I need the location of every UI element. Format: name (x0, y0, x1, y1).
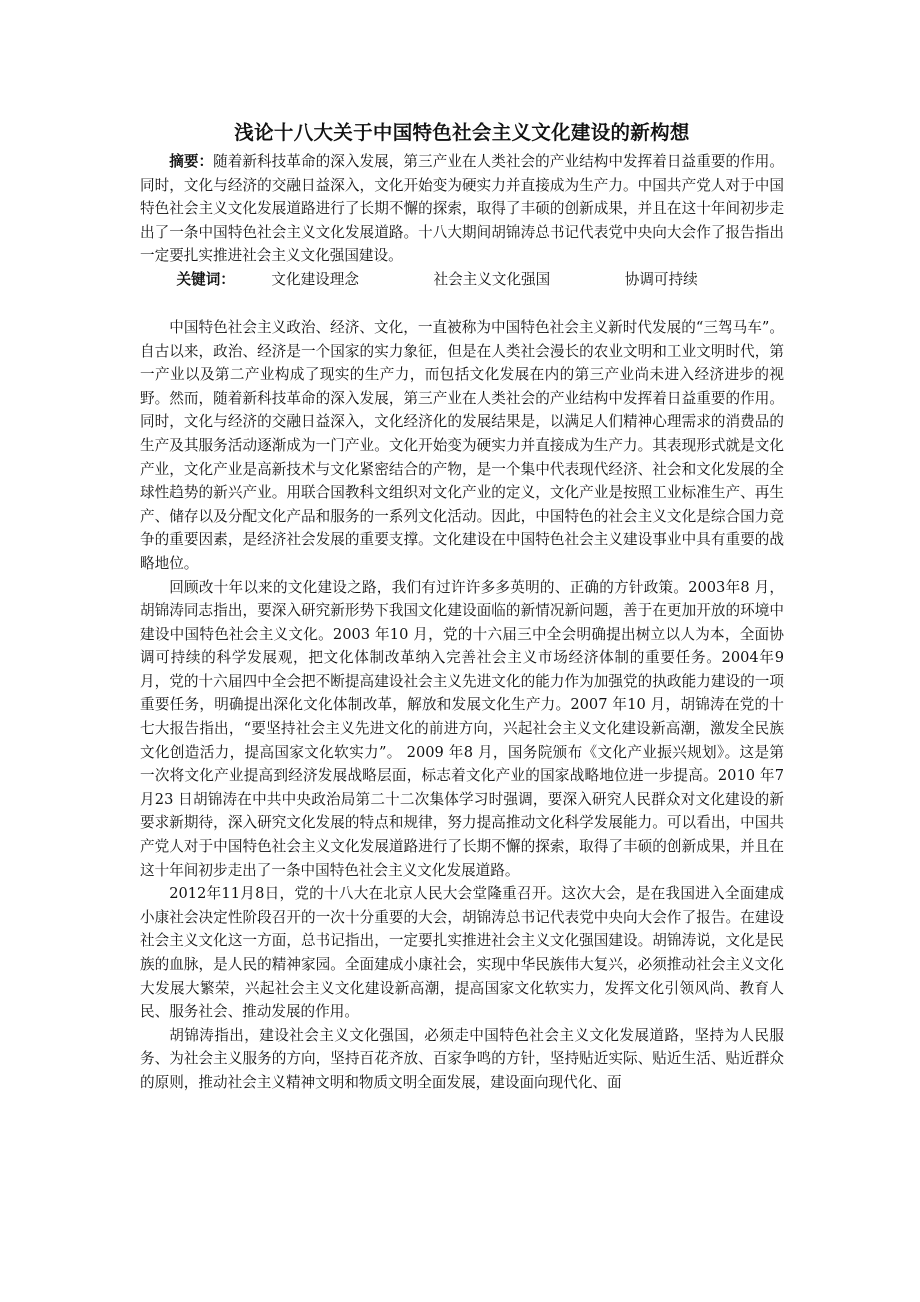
keyword-item: 协调可持续 (624, 270, 698, 288)
abstract-text: 随着新科技革命的深入发展，第三产业在人类社会的产业结构中发挥着日益重要的作用。同时，文化与经济的交融日益深入，文化开始变为硬实力并直接成为生产力。中国共产党人对于中国特色社会主义文化发展道路进行了长期不懈的探索，取得了丰硕的创新成果，并且在这十年间初步走出了一条中国特色社会主义文化发展道路。十八大期间胡锦涛总书记代表党中央向大会作了报告指出一定要扎实推进社会主义文化强国建设。 (140, 153, 784, 265)
keywords-label: 关键词： (176, 270, 235, 288)
abstract-label: 摘要： (169, 153, 214, 170)
document-page (140, 118, 784, 1095)
body-paragraph: 2012年11月8日，党的十八大在北京人民大会堂隆重召开。这次大会，是在我国进入全面建成小康社会决定性阶段召开的一次十分重要的大会，胡锦涛总书记代表党中央向大会作了报告。在建设社会主义文化这一方面，总书记指出，一定要扎实推进社会主义文化强国建设。胡锦涛说，文化是民族的血脉，是人民的精神家园。全面建成小康社会，实现中华民族伟大复兴，必须推动社会主义文化大发展大繁荣，兴起社会主义文化建设新高潮，提高国家文化软实力，发挥文化引领风尚、教育人民、服务社会、推动发展的作用。 (140, 885, 784, 1021)
keywords (140, 268, 784, 292)
keyword-item: 文化建设理念 (271, 270, 359, 288)
keyword-item: 社会主义文化强国 (433, 270, 551, 288)
abstract (140, 150, 784, 268)
document-title: 浅论十八大关于中国特色社会主义文化建设的新构想 (234, 121, 690, 144)
body-paragraph: 回顾改十年以来的文化建设之路，我们有过许许多多英明的、正确的方针政策。2003年8 月，胡锦涛同志指出，要深入研究新形势下我国文化建设面临的新情况新问题，善于在更加开放的环境中建设中国特色社会主义文化。2003 年10 月，党的十六届三中全会明确提出树立以人为本，全面协调可持续的科学发展观，把文化体制改革纳入完善社会主义市场经济体制的重要任务。2004年9月，党的十六届四中全会把不断提高建设社会主义先进文化的能力作为加强党的执政能力建设的一项重要任务，明确提出深化文化体制改革，解放和发展文化生产力。2007 年10 月，胡锦涛在党的十七大报告指出，“要坚持社会主义先进文化的前进方向，兴起社会主义文化建设新高潮，激发全民族文化创造活力，提高国家文化软实力”。 2009 年8 月，国务院颁布《文化产业振兴规划》。这是第一次将文化产业提高到经济发展战略层面，标志着文化产业的国家战略地位进一步提高。2010 年7 月23 日胡锦涛在中共中央政治局第二十二次集体学习时强调，要深入研究人民群众对文化建设的新要求新期待，深入研究文化发展的特点和规律，努力提高推动文化科学发展能力。可以看出，中国共产党人对于中国特色社会主义文化发展道路进行了长期不懈的探索，取得了丰硕的创新成果，并且在这十年间初步走出了一条中国特色社会主义文化发展道路。 (140, 578, 784, 879)
body-paragraph: 胡锦涛指出，建设社会主义文化强国，必须走中国特色社会主义文化发展道路，坚持为人民服务、为社会主义服务的方向，坚持百花齐放、百家争鸣的方针，坚持贴近实际、贴近生活、贴近群众的原则，推动社会主义精神文明和物质文明全面发展，建设面向现代化、面 (140, 1026, 784, 1091)
body-paragraph: 中国特色社会主义政治、经济、文化，一直被称为中国特色社会主义新时代发展的“三驾马车”。自古以来，政治、经济是一个国家的实力象征，但是在人类社会漫长的农业文明和工业文明时代，第一产业以及第二产业构成了现实的生产力，而包括文化发展在内的第三产业尚未进入经济进步的视野。然而，随着新科技革命的深入发展，第三产业在人类社会的产业结构中发挥着日益重要的作用。同时，文化与经济的交融日益深入，文化经济化的发展结果是，以满足人们精神心理需求的消费品的生产及其服务活动逐渐成为一门产业。文化开始变为硬实力并直接成为生产力。其表现形式就是文化产业，文化产业是高新技术与文化紧密结合的产物，是一个集中代表现代经济、社会和文化发展的全球性趋势的新兴产业。用联合国教科文组织对文化产业的定义，文化产业是按照工业标准生产、再生产、储存以及分配文化产品和服务的一系列文化活动。因此，中国特色的社会主义文化是综合国力竞争的重要因素，是经济社会发展的重要支撑。文化建设在中国特色社会主义建设事业中具有重要的战略地位。 (140, 318, 784, 572)
